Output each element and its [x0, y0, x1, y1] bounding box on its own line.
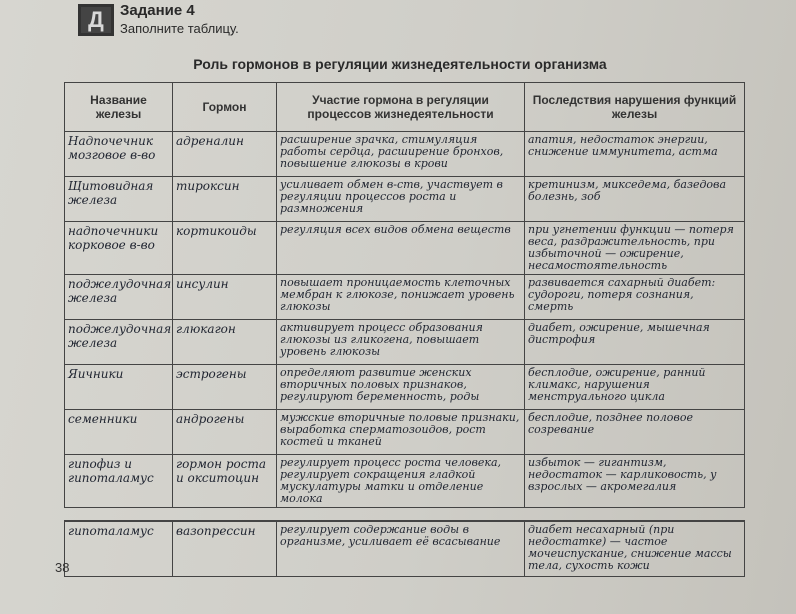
table-row — [65, 132, 745, 177]
page-number: 38 — [55, 560, 70, 575]
header-role: Участие гормона в регуляции процессов жизнедеятельности — [277, 83, 525, 132]
cell-consequences: диабет, ожирение, мышечная дистрофия — [525, 320, 745, 365]
table-row — [65, 177, 745, 222]
cell-hormone: эстрогены — [173, 365, 277, 410]
cell-gland: Щитовидная железа — [65, 177, 173, 222]
cell-hormone: тироксин — [173, 177, 277, 222]
header-gland: Название железы — [65, 83, 173, 132]
table-row — [65, 521, 745, 577]
cell-gland: Надпочечник мозговое в-во — [65, 132, 173, 177]
table-row — [65, 410, 745, 455]
cell-consequences: при угнетении функции — потеря веса, раздражительность, при избыточной — ожирение, несамостоятельность — [525, 222, 745, 275]
header-consequences: Последствия нарушения функций железы — [525, 83, 745, 132]
cell-consequences: избыток — гигантизм, недостаток — карликовость, у взрослых — акромегалия — [525, 455, 745, 508]
cell-hormone: андрогены — [173, 410, 277, 455]
cell-gland: семенники — [65, 410, 173, 455]
hormones-table — [64, 82, 745, 577]
table-row — [65, 365, 745, 410]
table-row — [65, 275, 745, 320]
cell-consequences: диабет несахарный (при недостатке) — частое мочеиспускание, снижение массы тела, сухость кожи — [525, 521, 745, 577]
cell-gland: поджелудочная железа — [65, 320, 173, 365]
table-row — [65, 222, 745, 275]
cell-hormone: вазопрессин — [173, 521, 277, 577]
table-header-row — [65, 83, 745, 132]
cell-gland: Яичники — [65, 365, 173, 410]
cell-gland: надпочечники корковое в-во — [65, 222, 173, 275]
table-spacer-row — [65, 508, 745, 522]
cell-role: активирует процесс образования глюкозы из гликогена, повышает уровень глюкозы — [277, 320, 525, 365]
cell-hormone: гормон роста и окситоцин — [173, 455, 277, 508]
table-row — [65, 320, 745, 365]
cell-hormone: глюкагон — [173, 320, 277, 365]
cell-gland: поджелудочная железа — [65, 275, 173, 320]
cell-gland: гипофиз и гипоталамус — [65, 455, 173, 508]
cell-consequences: бесплодие, ожирение, ранний климакс, нарушения менструального цикла — [525, 365, 745, 410]
cell-role: регулирует содержание воды в организме, усиливает её всасывание — [277, 521, 525, 577]
cell-role: регуляция всех видов обмена веществ — [277, 222, 525, 275]
cell-role: регулирует процесс роста человека, регулирует сокращения гладкой мускулатуры матки и отделение молока — [277, 455, 525, 508]
cell-consequences: апатия, недостаток энергии, снижение иммунитета, астма — [525, 132, 745, 177]
cell-role: определяют развитие женских вторичных половых признаков, регулируют беременность, роды — [277, 365, 525, 410]
cell-hormone: адреналин — [173, 132, 277, 177]
spacer-cell — [65, 508, 745, 522]
table-row — [65, 455, 745, 508]
cell-hormone: инсулин — [173, 275, 277, 320]
cell-consequences: бесплодие, позднее половое созревание — [525, 410, 745, 455]
cell-role: повышает проницаемость клеточных мембран к глюкозе, понижает уровень глюкозы — [277, 275, 525, 320]
task-title: Задание 4 — [120, 2, 195, 19]
cell-hormone: кортикоиды — [173, 222, 277, 275]
cell-role: расширение зрачка, стимуляция работы сердца, расширение бронхов, повышение глюкозы в крови — [277, 132, 525, 177]
cell-consequences: развивается сахарный диабет: судороги, потеря сознания, смерть — [525, 275, 745, 320]
task-instruction: Заполните таблицу. — [120, 21, 239, 36]
cell-gland: гипоталамус — [65, 521, 173, 577]
header-hormone: Гормон — [173, 83, 277, 132]
table-caption: Роль гормонов в регуляции жизнедеятельности организма — [193, 56, 607, 72]
cell-consequences: кретинизм, микседема, базедова болезнь, зоб — [525, 177, 745, 222]
cell-role: мужские вторичные половые признаки, выработка сперматозоидов, рост костей и тканей — [277, 410, 525, 455]
task-letter-badge: Д — [78, 4, 114, 36]
cell-role: усиливает обмен в-ств, участвует в регуляции процессов роста и размножения — [277, 177, 525, 222]
